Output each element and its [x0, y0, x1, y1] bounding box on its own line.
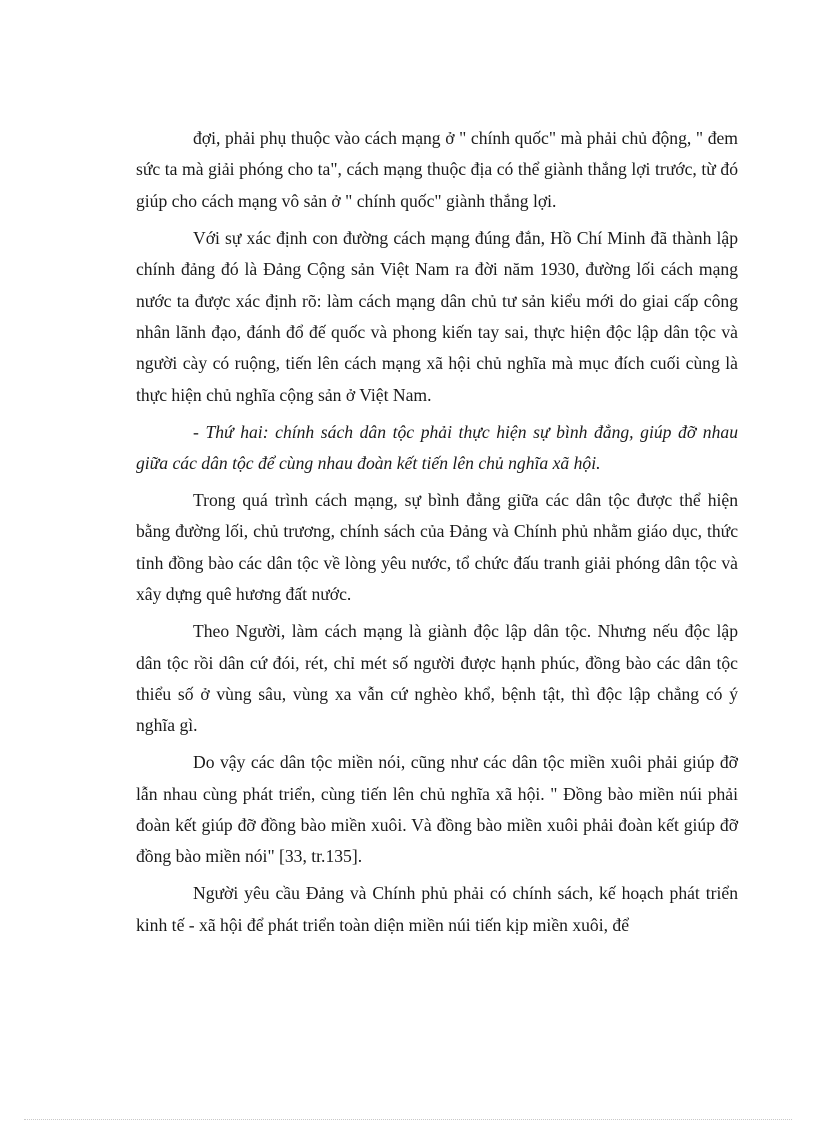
- paragraph-3-italic: - Thứ hai: chính sách dân tộc phải thực hiện sự bình đẳng, giúp đỡ nhau giữa các dân tộc để cùng nhau đoàn kết tiến lên chủ nghĩa xã hội.: [136, 421, 738, 474]
- paragraph-1: đợi, phải phụ thuộc vào cách mạng ở " chính quốc" mà phải chủ động, " đem sức ta mà giải phóng cho ta", cách mạng thuộc địa có thể giành thắng lợi trước, từ đó giúp cho cách mạng vô sản ở " chính quốc" giành thắng lợi.: [136, 128, 738, 211]
- paragraph-2: Với sự xác định con đường cách mạng đúng đắn, Hồ Chí Minh đã thành lập chính đảng đó là Đảng Cộng sản Việt Nam ra đời năm 1930, đường lối cách mạng nước ta được xác định rõ: làm cách mạng dân chủ tư sản kiểu mới do giai cấp công nhân lãnh đạo, đánh đổ đế quốc và phong kiến tay sai, thực hiện độc lập dân tộc và người cày có ruộng, tiến lên cách mạng xã hội chủ nghĩa mà mục đích cuối cùng là thực hiện chủ nghĩa cộng sản ở Việt Nam.: [136, 227, 738, 405]
- paragraph-5: Theo Người, làm cách mạng là giành độc lập dân tộc. Nhưng nếu độc lập dân tộc rồi dân cứ đói, rét, chỉ mét số người được hạnh phúc, đồng bào các dân tộc thiểu số ở vùng sâu, vùng xa vẫn cứ nghèo khổ, bệnh tật, thì độc lập chẳng có ý nghĩa gì.: [136, 621, 738, 736]
- paragraph-6: Do vậy các dân tộc miền nói, cũng như các dân tộc miền xuôi phải giúp đỡ lẫn nhau cùng phát triển, cùng tiến lên chủ nghĩa xã hội. " Đồng bào miền núi phải đoàn kết giúp đỡ đồng bào miền xuôi. Và đồng bào miền xuôi phải đoàn kết giúp đỡ đồng bào miền nói" [33, tr.135].: [136, 752, 738, 867]
- paragraph-4: Trong quá trình cách mạng, sự bình đẳng giữa các dân tộc được thể hiện bằng đường lối, chủ trương, chính sách của Đảng và Chính phủ nhằm giáo dục, thức tỉnh đồng bào các dân tộc về lòng yêu nước, tổ chức đấu tranh giải phóng dân tộc và xây dựng quê hương đất nước.: [136, 489, 738, 605]
- document-page: [136, 123, 738, 941]
- paragraph-7: Người yêu cầu Đảng và Chính phủ phải có chính sách, kế hoạch phát triển kinh tế - xã hội để phát triển toàn diện miền núi tiến kịp miền xuôi, để: [136, 883, 738, 935]
- page-bottom-divider: [24, 1119, 792, 1120]
